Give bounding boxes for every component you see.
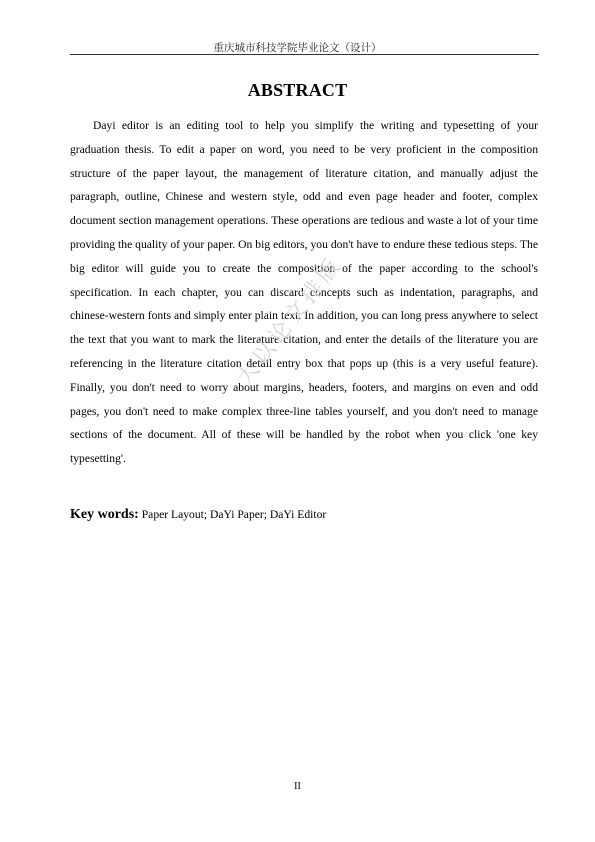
running-header: 重庆城市科技学院毕业论文（设计） xyxy=(213,43,382,54)
keywords-label: Key words: xyxy=(70,507,139,522)
page-title: ABSTRACT xyxy=(247,80,348,100)
header-rule xyxy=(70,54,539,55)
watermark: 大以论文排版 xyxy=(231,252,348,391)
page-number: II xyxy=(294,781,301,792)
keywords-line xyxy=(70,507,326,523)
abstract-body: Dayi editor is an editing tool to help you simplify the writing and typesetting of your graduation thesis. To edit a paper on word, you need to be very proficient in the composition structure of the paper layout, the management of literature citation, and manually adjust the paragraph, outline, Chinese and western style, odd and even page header and footer, complex document section management operations. These operations are tedious and waste a lot of your time providing the quality of your paper. On big editors, you don't have to endure these tedious steps. The big editor will guide you to create the composition of the paper according to the school's specification. In each chapter, you can discard concepts such as indentation, paragraphs, and chinese-western fonts and simply enter plain text. In addition, you can long press anywhere to select the text that you want to mark the literature citation, and enter the details of the literature you are referencing in the literature citation detail entry box that pops up (this is a very useful feature). Finally, you don't need to worry about margins, headers, footers, and margins on even and odd pages, you don't need to make complex three-line tables yourself, and you don't need to manage sections of the document. All of these will be handled by the robot when you click 'one key typesetting'. xyxy=(70,119,538,466)
keywords-value: Paper Layout; DaYi Paper; DaYi Editor xyxy=(141,508,327,521)
